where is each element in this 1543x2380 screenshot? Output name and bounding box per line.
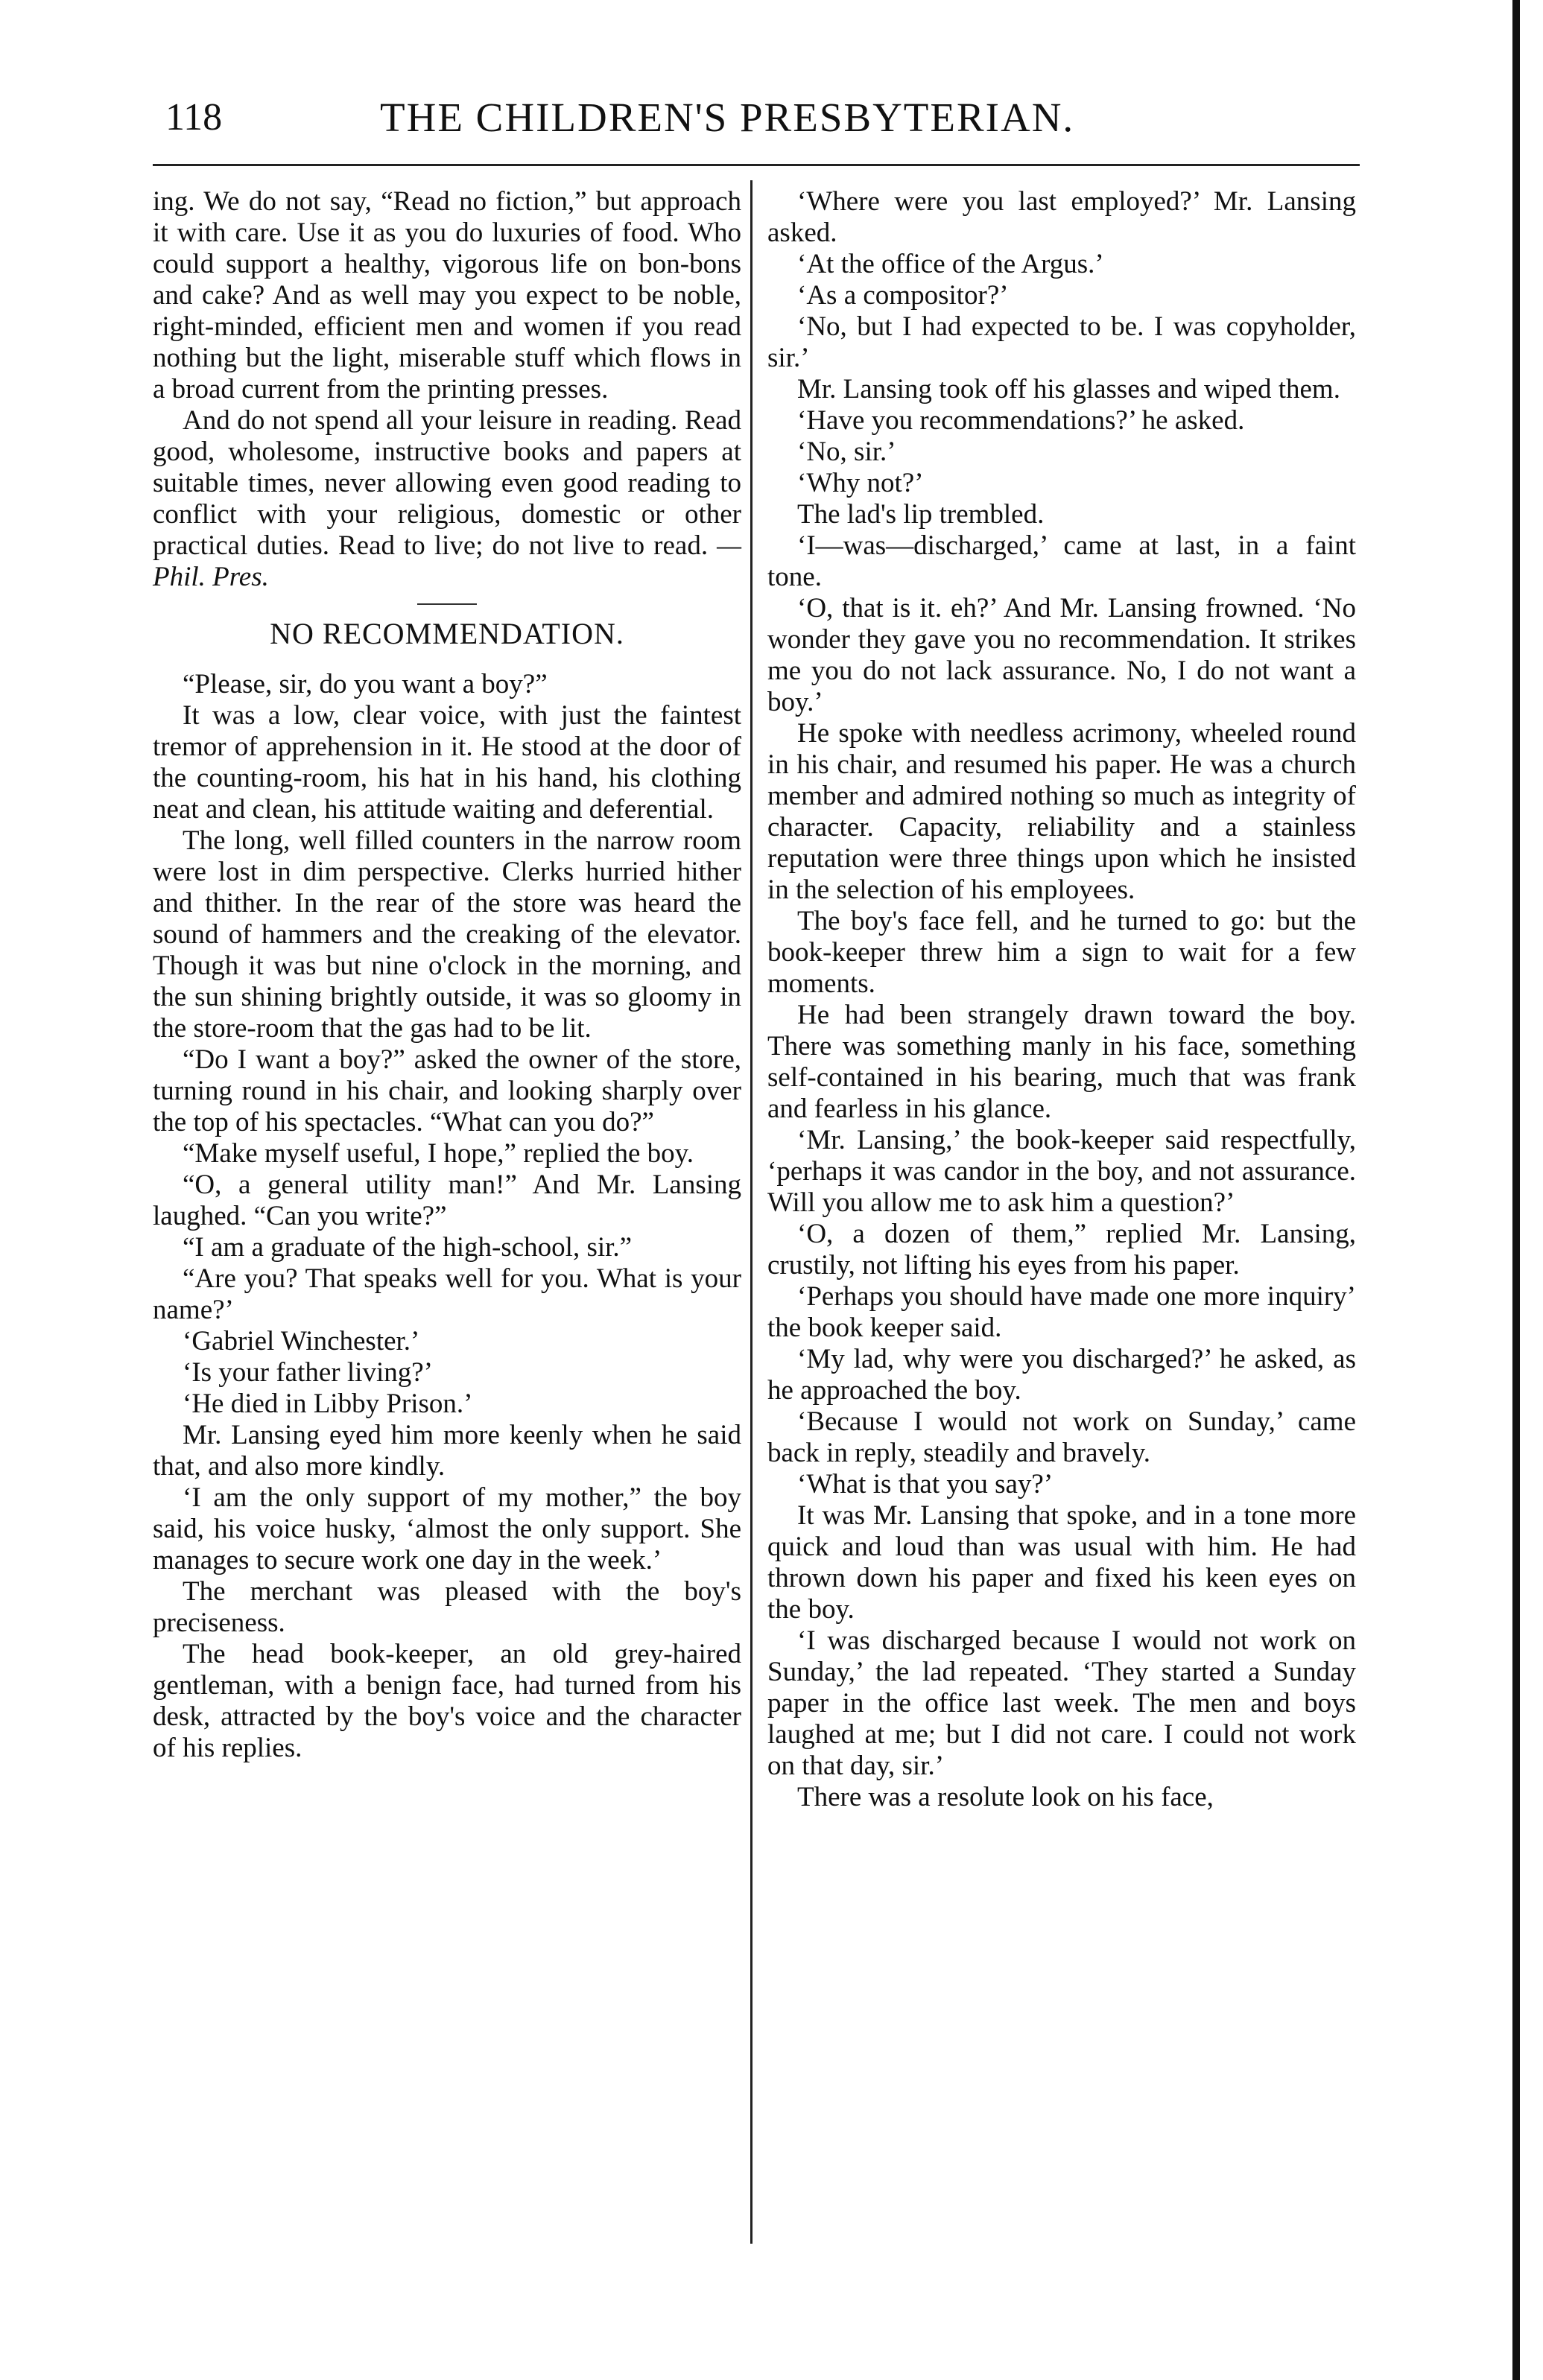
paragraph: ‘As a compositor?’ xyxy=(797,280,1009,311)
paragraph: ‘Because I would not work on Sunday,’ came back in reply, steadily and bravely. xyxy=(767,1406,1356,1468)
source-attribution: —Phil. Pres. xyxy=(153,530,741,592)
paragraph: He spoke with needless acrimony, wheeled round in his chair, and resumed his paper. He was a church member and admired nothing so much as integrity of character. Capacity, reliability and a stainless reputation were three things upon which he insisted in the selection of his employees. xyxy=(767,718,1356,905)
paragraph: ‘I am the only support of my mother,” the boy said, his voice husky, ‘almost the only support. She manages to secure work one day in the week.’ xyxy=(153,1482,741,1575)
paragraph: The merchant was pleased with the boy's preciseness. xyxy=(153,1576,741,1638)
paragraph: ‘Where were you last employed?’ Mr. Lansing asked. xyxy=(767,186,1356,248)
paragraph: There was a resolute look on his face, xyxy=(797,1782,1214,1812)
paragraph: “Please, sir, do you want a boy?” xyxy=(183,669,548,699)
paragraph: ‘No, sir.’ xyxy=(797,437,896,467)
paragraph: ‘At the office of the Argus.’ xyxy=(797,249,1104,279)
paragraph: ‘O, that is it. eh?’ And Mr. Lansing frowned. ‘No wonder they gave you no recommendation. It strikes me you do not lack assurance. No, I do not want a boy.’ xyxy=(767,593,1356,717)
page-number: 118 xyxy=(165,96,223,139)
paragraph: “Do I want a boy?” asked the owner of the store, turning round in his chair, and looking sharply over the top of his spectacles. “What can you do?” xyxy=(153,1044,741,1137)
paragraph: Mr. Lansing eyed him more keenly when he said that, and also more kindly. xyxy=(153,1420,741,1482)
paragraph: ing. We do not say, “Read no fiction,” but approach it with care. Use it as you do luxuries of food. Who could support a healthy, vigorous life on bon-bons and cake? And as well may you expect to be noble, right-minded, efficient men and women if you read nothing but the light, miserable stuff which flows in a broad current from the printing presses. xyxy=(153,186,741,404)
column-divider xyxy=(750,180,753,2244)
paragraph: ‘Why not?’ xyxy=(797,468,924,498)
paragraph: ‘O, a dozen of them,” replied Mr. Lansing, crustily, not lifting his eyes from his paper. xyxy=(767,1219,1356,1281)
paragraph: ‘He died in Libby Prison.’ xyxy=(183,1389,473,1419)
story-title: NO RECOMMENDATION. xyxy=(270,617,624,650)
right-column xyxy=(767,186,1356,1813)
paragraph: “I am a graduate of the high-school, sir.” xyxy=(183,1232,633,1263)
paragraph: It was a low, clear voice, with just the faintest tremor of apprehension in it. He stood at the door of the counting-room, his hat in his hand, his clothing neat and clean, his attitude waiting and deferential. xyxy=(153,700,741,825)
paragraph: ‘My lad, why were you discharged?’ he asked, as he approached the boy. xyxy=(767,1344,1356,1406)
paragraph: Mr. Lansing took off his glasses and wiped them. xyxy=(797,374,1340,404)
paragraph: ‘What is that you say?’ xyxy=(797,1469,1054,1500)
paragraph: The lad's lip trembled. xyxy=(797,499,1045,530)
header-rule xyxy=(153,164,1360,166)
section-divider xyxy=(417,603,477,605)
running-header-title: THE CHILDREN'S PRESBYTERIAN. xyxy=(380,95,1075,140)
paragraph: ‘No, but I had expected to be. I was copyholder, sir.’ xyxy=(767,311,1356,373)
paragraph: He had been strangely drawn toward the boy. There was something manly in his face, something self-contained in his bearing, much that was frank and fearless in his glance. xyxy=(767,1000,1356,1124)
paragraph-text: And do not spend all your leisure in reading. Read good, wholesome, instructive books and papers at suitable times, never allowing even good reading to conflict with your religious, domestic or other practical duties. Read to live; do not live to read. xyxy=(153,405,741,561)
paragraph: The long, well filled counters in the narrow room were lost in dim perspective. Clerks hurried hither and thither. In the rear of the store was heard the sound of hammers and the creaking of the elevator. Though it was but nine o'clock in the morning, and the sun shining brightly outside, it was so gloomy in the store-room that the gas had to be lit. xyxy=(153,825,741,1044)
paragraph: The head book-keeper, an old grey-haired gentleman, with a benign face, had turned from his desk, attracted by the boy's voice and the character of his replies. xyxy=(153,1639,741,1763)
paragraph: ‘I—was—discharged,’ came at last, in a faint tone. xyxy=(767,530,1356,592)
paragraph: ‘Mr. Lansing,’ the book-keeper said respectfully, ‘perhaps it was candor in the boy, and not assurance. Will you allow me to ask him a question?’ xyxy=(767,1125,1356,1218)
paragraph: “Are you? That speaks well for you. What is your name?’ xyxy=(153,1263,741,1325)
paragraph: The boy's face fell, and he turned to go: but the book-keeper threw him a sign to wait for a few moments. xyxy=(767,906,1356,999)
paragraph: “Make myself useful, I hope,” replied the boy. xyxy=(183,1138,694,1169)
paragraph: ‘Have you recommendations?’ he asked. xyxy=(797,405,1245,436)
paragraph: ‘Is your father living?’ xyxy=(183,1357,433,1388)
paragraph: ‘I was discharged because I would not work on Sunday,’ the lad repeated. ‘They started a Sunday paper in the office last week. The men and boys laughed at me; but I did not care. I could not work on that day, sir.’ xyxy=(767,1625,1356,1781)
paragraph: ‘Gabriel Winchester.’ xyxy=(183,1326,420,1356)
paragraph: It was Mr. Lansing that spoke, and in a tone more quick and loud than was usual with him. He had thrown down his paper and fixed his keen eyes on the boy. xyxy=(767,1500,1356,1625)
paragraph: “O, a general utility man!” And Mr. Lansing laughed. “Can you write?” xyxy=(153,1170,741,1231)
paragraph: ‘Perhaps you should have made one more inquiry’ the book keeper said. xyxy=(767,1281,1356,1343)
page-edge-border xyxy=(1512,0,1520,2380)
paragraph xyxy=(153,405,741,593)
left-column xyxy=(153,186,741,1764)
